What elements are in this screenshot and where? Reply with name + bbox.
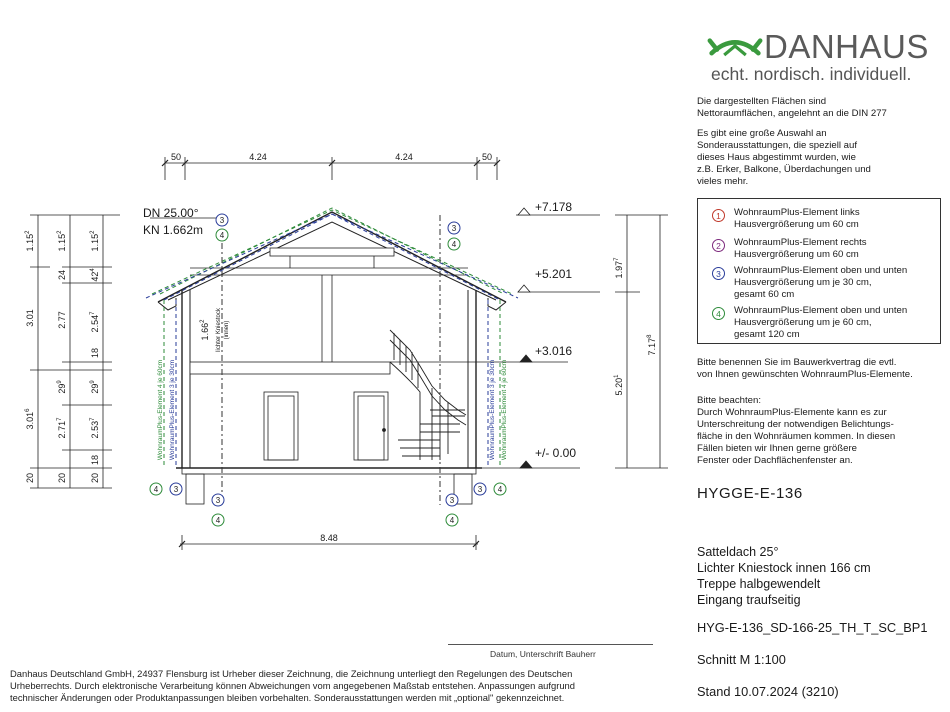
level-ground: +/- 0.00 [535,446,577,460]
legend-marker-4: 4 [712,307,725,320]
brand-tagline: echt. nordisch. individuell. [711,64,912,84]
dim-left-inner-a-sup: 2 [90,230,96,234]
dim-left-inner-a: 1.15 [90,233,100,252]
svg-text:299 [57,380,67,394]
house-model: HYGGE-E-136 [697,485,803,502]
level-ridge: +7.178 [535,200,573,214]
drawing-scale: Schnitt M 1:100 [697,652,786,667]
knee-dim: 1.66 [200,322,210,341]
legend-box [697,198,941,344]
dim-left-mid-c-sup: 7 [57,417,63,421]
svg-text:1.152 [90,230,100,252]
svg-text:2.537 [90,417,100,439]
knee-dim-sup: 2 [200,319,206,323]
dim-right-lower-sup: 1 [614,374,620,378]
dim-left-inner-b-sup: 7 [90,311,96,315]
svg-text:7.178 [647,334,657,356]
dim-left-outer-a: 1.15 [25,233,35,252]
dim-left-mid-e: 29 [57,383,67,394]
element-label-right-blue: WohnraumPlus-Element 3 je 30cm [489,359,496,461]
dim-left-inner-d: 20 [90,472,100,484]
svg-text:1.152 [57,230,67,252]
dim-right-lower: 5.20 [614,377,624,396]
svg-text:2.547 [90,311,100,333]
marker-3: 3 [219,216,225,225]
signature-line [448,644,653,645]
knee-text: lichter Kniestock [216,308,222,352]
dim-left-mid-a-sup: 2 [57,230,63,234]
marker-4: 4 [451,240,457,249]
marker-4: 4 [215,516,221,525]
dim-left-mid-e-sup: 9 [57,380,63,384]
marker-4: 4 [497,485,503,494]
dim-top-left-overhang: 50 [170,152,182,162]
svg-text:1.977 [614,257,624,279]
legend-marker-3: 3 [712,267,725,280]
house-code: HYG-E-136_SD-166-25_TH_T_SC_BP1 [697,620,928,635]
marker-3: 3 [215,496,221,505]
dim-left-inner-e-sup: 9 [90,380,96,384]
svg-text:299 [90,380,100,394]
dim-top-right-overhang: 50 [481,152,493,162]
legend-marker-2: 2 [712,239,725,252]
marker-4: 4 [449,516,455,525]
revision-date: Stand 10.07.2024 (3210) [697,684,839,699]
svg-text:3.016 [25,408,35,430]
dim-left-inner-c: 2.53 [90,420,100,439]
copyright-footer: Danhaus Deutschland GmbH, 24937 Flensburg ist Urheber dieser Zeichnung, die Zeichnung unterliegt den Regelungen des Deutschen Urheberrechts. Durch elektronische Verarbeitung können Abweichungen vom angegebenen Maßstab entstehen. Anpassungen aufgrund technischer Änderungen oder Produktanpassungen bleiben vorbehalten. Sonderausstattungen werden mit „optional" gekennzeichnet. [10,668,575,703]
note-options: Es gibt eine große Auswahl an Sonderausstattungen, die speziell auf dieses Haus abgestimmt wurden, wie z.B. Erker, Balkone, Überdachungen und vieles mehr. [697,128,871,187]
knee-sub: (innen) [224,320,230,340]
dim-right-total-sup: 8 [647,334,653,338]
dim-top-left: 4.24 [249,152,267,162]
marker-4: 4 [153,485,159,494]
dim-left-inner-b: 2.54 [90,314,100,333]
dim-right-upper-sup: 7 [614,257,620,261]
dim-bottom-width: 8.48 [320,533,338,543]
dim-top-right: 4.24 [395,152,413,162]
dim-right-total: 7.17 [647,337,657,356]
brand-name: DANHAUS [764,28,929,65]
dim-right-upper: 1.97 [614,260,624,279]
element-label-left-blue: WohnraumPlus-Element 3 je 30cm [169,359,176,461]
dim-left-inner-h: 18 [90,454,100,466]
dim-left-outer-a-sup: 2 [25,230,31,234]
svg-text:5.201 [614,374,624,396]
svg-text:424 [90,268,100,282]
legend-text-4: WohnraumPlus-Element oben und unten Hausvergrößerung um je 60 cm, gesamt 120 cm [734,305,908,340]
dim-left-inner-f-sup: 4 [90,268,96,272]
dim-left-inner-e: 29 [90,383,100,394]
note-attention: Bitte beachten: Durch WohnraumPlus-Elemente kann es zur Unterschreitung der notwendigen Belichtungs- fläche in den Wohnräumen kommen. In diesen Fällen bieten wir Ihnen gerne größere Fenster oder Dachflächenfenster an. [697,395,896,466]
dim-left-mid-b: 2.77 [57,311,67,329]
marker-3: 3 [451,224,457,233]
danhaus-logo-icon [706,28,764,64]
level-eave: +5.201 [535,267,573,281]
roof-pitch-label: DN 25.00° [143,206,199,220]
dim-left-outer-c: 3.01 [25,411,35,430]
svg-text:2.717 [57,417,67,439]
dim-left-inner-f: 42 [90,271,100,282]
element-label-right-green: WohnraumPlus-Element 4 je 60cm [501,359,508,461]
level-upper-floor: +3.016 [535,344,573,358]
dim-left-mid-d: 20 [57,472,67,484]
legend-text-3: WohnraumPlus-Element oben und unten Hausvergrößerung um je 30 cm, gesamt 60 cm [734,265,908,300]
svg-text:1.662 [200,319,210,341]
legend-text-2: WohnraumPlus-Element rechts Hausvergrößerung um 60 cm [734,237,867,260]
dim-left-outer-d: 20 [25,472,35,484]
legend-marker-1: 1 [712,209,725,222]
marker-3: 3 [477,485,483,494]
signature-label: Datum, Unterschrift Bauherr [490,649,596,659]
dim-left-mid-c: 2.71 [57,420,67,439]
note-contract: Bitte benennen Sie im Bauwerkvertrag die evtl. von Ihnen gewünschten WohnraumPlus-Elemente. [697,357,913,380]
dim-left-mid-f: 24 [57,269,67,281]
house-spec: Satteldach 25° Lichter Kniestock innen 166 cm Treppe halbgewendelt Eingang traufseitig [697,545,871,607]
marker-3: 3 [173,485,179,494]
dim-left-inner-c-sup: 7 [90,417,96,421]
svg-text:1.152 [25,230,35,252]
marker-3: 3 [449,496,455,505]
marker-4: 4 [219,231,225,240]
legend-text-1: WohnraumPlus-Element links Hausvergrößerung um 60 cm [734,207,860,230]
element-label-left-green: WohnraumPlus-Element 4 je 60cm [157,359,164,461]
dim-left-outer-b: 3.01 [25,309,35,327]
note-area: Die dargestellten Flächen sind Nettoraumflächen, angelehnt an die DIN 277 [697,96,887,119]
dim-left-mid-a: 1.15 [57,233,67,252]
knee-height-label: KN 1.662m [143,223,204,237]
dim-left-inner-g: 18 [90,347,100,359]
dim-left-outer-c-sup: 6 [25,408,31,412]
